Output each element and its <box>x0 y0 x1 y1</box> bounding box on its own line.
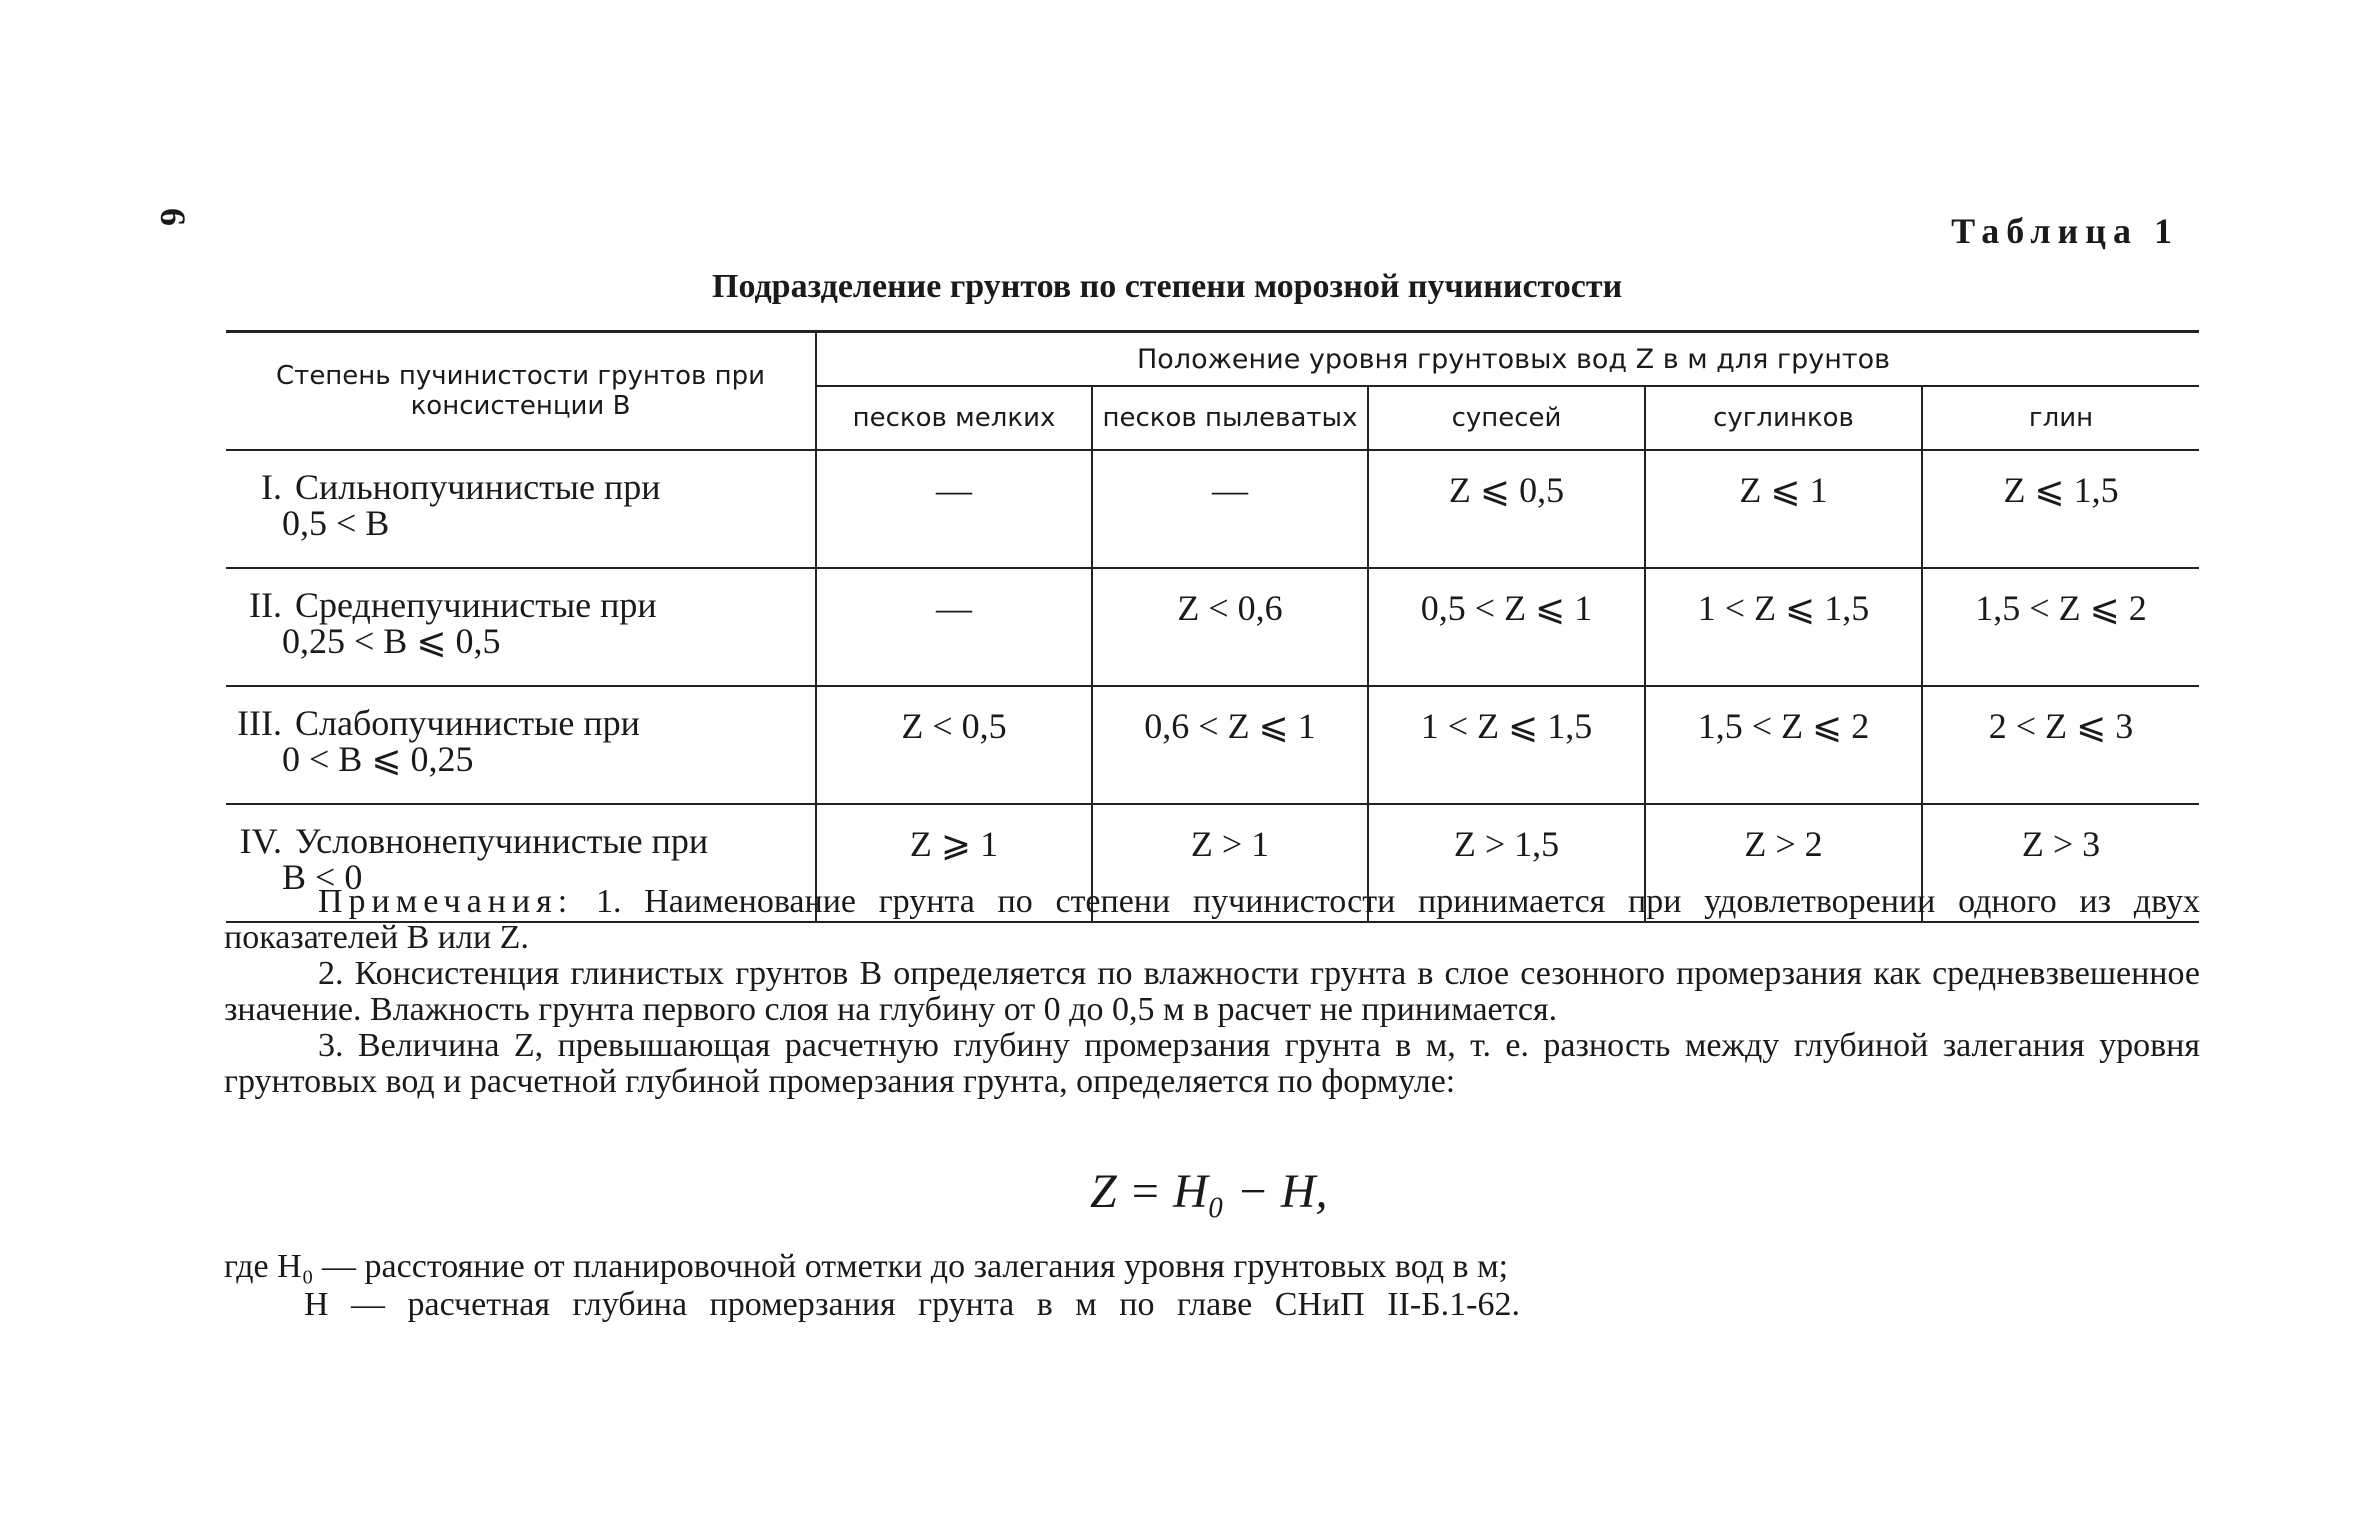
table-cell: 2 < Z ⩽ 3 <box>1922 686 2199 804</box>
table-cell: Z < 0,5 <box>816 686 1092 804</box>
table-cell: 1,5 < Z ⩽ 2 <box>1922 568 2199 686</box>
row-number: III. <box>237 703 282 743</box>
row-number: IV. <box>239 821 282 861</box>
table-cell: Z ⩽ 0,5 <box>1368 450 1645 568</box>
header-soil-column: супесей <box>1368 386 1645 450</box>
definition-h: H — расчетная глубина промерзания грунта в м по главе СНиП II-Б.1-62. <box>304 1286 1521 1323</box>
degree-label: Среднепучинистые при <box>295 585 657 625</box>
degree-label: Сильнопучинистые при <box>295 467 661 507</box>
note-1-text: 1. Наименование грунта по степени пучинистости принимается при удовлетворении одного из двух показателей B или Z. <box>224 883 2200 956</box>
table-cell: 0,6 < Z ⩽ 1 <box>1092 686 1368 804</box>
header-soil-column: суглинков <box>1645 386 1922 450</box>
table-cell: — <box>1092 450 1368 568</box>
table-row <box>226 686 2199 804</box>
note-3: 3. Величина Z, превышающая расчетную глубину промерзания грунта в м, т. е. разность между глубиной залегания уровня грунтовых вод и расчетной глубиной промерзания грунта, определяется по формуле: <box>224 1027 2200 1100</box>
table-cell: Z > 1 <box>1092 804 1368 922</box>
table-title: Подразделение грунтов по степени морозной пучинистости <box>712 268 1623 305</box>
row-number: II. <box>249 585 282 625</box>
row-number: I. <box>261 467 282 507</box>
definitions <box>224 1248 1520 1324</box>
table-cell: Z > 2 <box>1645 804 1922 922</box>
degree-cell <box>226 568 816 686</box>
degree-condition: B < 0 <box>282 857 363 897</box>
header-soil-column: песков пылеватых <box>1092 386 1368 450</box>
table-cell: Z > 1,5 <box>1368 804 1645 922</box>
degree-condition: 0,5 < B <box>282 503 390 543</box>
table-cell: 0,5 < Z ⩽ 1 <box>1368 568 1645 686</box>
notes-section <box>224 884 2200 1100</box>
degree-cell <box>226 686 816 804</box>
notes-label: Примечания: <box>318 883 574 920</box>
table-cell: 1 < Z ⩽ 1,5 <box>1368 686 1645 804</box>
header-groundwater-level-text: Положение уровня грунтовых вод Z в м для грунтов <box>1137 343 1891 375</box>
page-number: 6 <box>153 208 193 226</box>
header-groundwater-level <box>816 332 2199 387</box>
note-1 <box>224 884 2200 956</box>
table-cell: Z ⩽ 1 <box>1645 450 1922 568</box>
frost-heave-table <box>226 330 2199 923</box>
table-cell: Z > 3 <box>1922 804 2199 922</box>
degree-label: Условнонепучинистые при <box>295 821 709 861</box>
degree-condition: 0,25 < B ⩽ 0,5 <box>282 621 501 661</box>
table-row <box>226 450 2199 568</box>
header-degree: Степень пучинистости грунтов при консистенции В <box>226 332 816 451</box>
table-row <box>226 568 2199 686</box>
note-2: 2. Консистенция глинистых грунтов B определяется по влажности грунта в слое сезонного промерзания как средневзвешенное значение. Влажность грунта первого слоя на глубину от 0 до 0,5 м в расчет не принимается. <box>224 955 2200 1028</box>
degree-label: Слабопучинистые при <box>295 703 640 743</box>
table-cell: 1 < Z ⩽ 1,5 <box>1645 568 1922 686</box>
table-cell: Z ⩽ 1,5 <box>1922 450 2199 568</box>
table-cell: — <box>816 450 1092 568</box>
degree-condition: 0 < B ⩽ 0,25 <box>282 739 474 779</box>
definition-h0: где H₀ — расстояние от планировочной отметки до залегания уровня грунтовых вод в м; <box>224 1248 1509 1285</box>
header-soil-column: песков мелких <box>816 386 1092 450</box>
table-cell: 1,5 < Z ⩽ 2 <box>1645 686 1922 804</box>
table-cell: — <box>816 568 1092 686</box>
table-label: Таблица 1 <box>1951 211 2179 251</box>
table-cell: Z < 0,6 <box>1092 568 1368 686</box>
formula: Z = H₀ − H, <box>1090 1165 1328 1218</box>
header-soil-column: глин <box>1922 386 2199 450</box>
degree-cell <box>226 450 816 568</box>
table-cell: Z ⩾ 1 <box>816 804 1092 922</box>
